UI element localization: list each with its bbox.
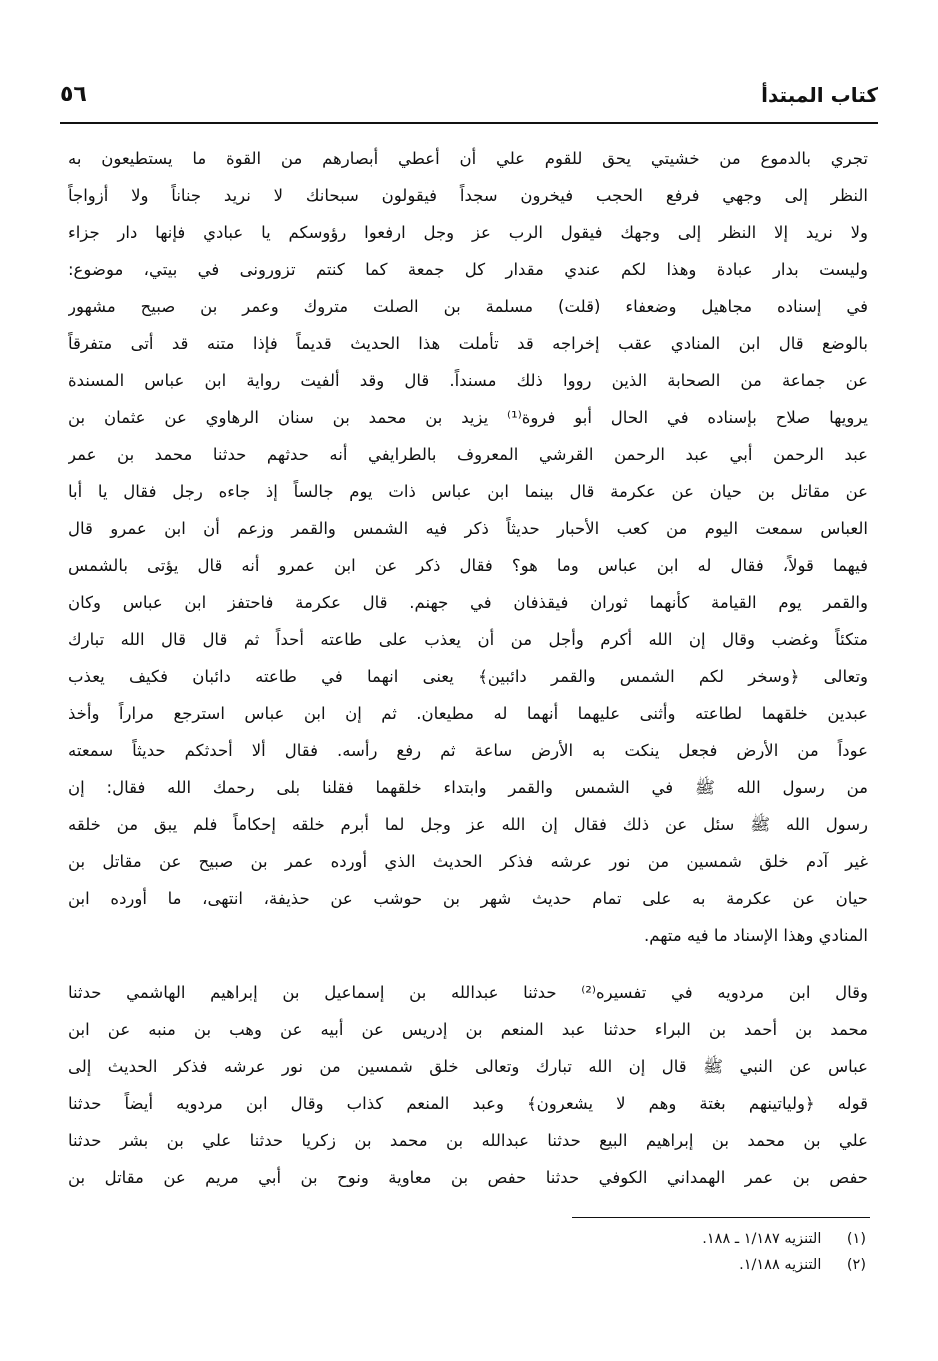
text-line: من رسول الله ﷺ في الشمس والقمر وابتداء خلقهما فقلنا بلى رحمك الله فقال: إن <box>68 778 868 797</box>
text-line: متكئاً وغضب وقال إن الله أكرم وأجل من أن يعذب على طاعته أحداً ثم قال قال الله تبارك <box>68 630 868 649</box>
text-line: وقال ابن مردويه في تفسيره⁽²⁾ حدثنا عبدالله بن إسماعيل بن إبراهيم الهاشمي حدثنا <box>68 983 868 1002</box>
text-line: حيان عن عكرمة به على تمام حديث شهر بن حوشب عن حذيفة، انتهى، ما أورده ابن <box>68 889 868 908</box>
main-text <box>68 140 868 1196</box>
text-line: محمد بن أحمد بن البراء حدثنا عبد المنعم بن إدريس عن أبيه عن وهب بن منبه عن ابن <box>68 1020 868 1039</box>
text-line: عن جماعة من الصحابة الذين رووا ذلك مسنداً. قال وقد ألفيت رواية ابن عباس المسندة <box>68 371 868 390</box>
page-header <box>60 76 878 116</box>
footnote-number: (١) <box>846 1231 866 1247</box>
text-line: العباس سمعت اليوم من كعب الأحبار حديثاً ذكر فيه الشمس والقمر وزعم أن ابن عمرو قال <box>68 519 868 538</box>
text-line: فيهما قولاً، فقال له ابن عباس وما هو؟ فقال ذكر عن ابن عمرو أنه قال يؤتى بالشمس <box>68 556 868 575</box>
text-line: عبدين خلقهما لطاعته وأثنى عليهما أنهما له مطيعان. ثم إن ابن عباس استرجع مراراً وأخذ <box>68 704 868 723</box>
text-line: المنادي وهذا الإسناد ما فيه متهم. <box>644 926 868 945</box>
running-title: كتاب المبتدأ <box>761 83 878 107</box>
text-line: بالوضع قال ابن المنادي عقب إخراجه قد تأملت هذا الحديث قديماً فإذا متنه قد أتى متفرقاً <box>68 334 868 353</box>
footnote-text: التنزيه ١/١٨٨. <box>739 1257 822 1273</box>
text-line: ولا نريد إلا النظر إلى وجهك فيقول الرب عز وجل ارفعوا رؤوسكم يا عبادي فإنها دار جزاء <box>68 223 868 242</box>
text-line: عباس عن النبي ﷺ قال إن الله تبارك وتعالى خلق شمسين من نور عرشه فذكر الحديث إلى <box>68 1057 868 1076</box>
text-line: عوداً من الأرض فجعل ينكت به الأرض ساعة ثم رفع رأسه. فقال ألا أحدثكم حديثاً سمعته <box>68 741 868 760</box>
text-line: غير آدم خلق شمسين من نور عرشه فذكر الحديث الذي أورده عمر بن صبيح عن مقاتل بن <box>68 852 868 871</box>
text-line: يرويها صلاح بإسناده في الحال أبو فروة⁽¹⁾ يزيد بن محمد بن سنان الرهاوي عن عثمان بن <box>68 408 868 427</box>
footnote-number: (٢) <box>846 1257 866 1273</box>
header-divider <box>60 122 878 124</box>
text-line: عبد الرحمن أبي عبد الرحمن القرشي المعروف بالطرايفي أنه حدثهم حدثنا محمد بن عمر <box>68 445 868 464</box>
text-line: عن مقاتل بن حيان عن عكرمة قال بينما ابن عباس ذات يوم جالساً إذ جاءه رجل فقال يا أبا <box>68 482 868 501</box>
text-line: النظر إلى وجهي فرفع الحجب فيخرون سجداً فيقولون سبحانك لا نريد جناناً ولا أزواجاً <box>68 186 868 205</box>
text-line: تجري بالدموع من خشيتي يحق للقوم علي أن أعطي أبصارهم من القوة ما يستطيعون به <box>68 149 868 168</box>
footnote <box>466 1226 866 1252</box>
text-line: وتعالى ﴿وسخر لكم الشمس والقمر دائبين﴾ يعنى انهما في طاعته دائبان فكيف يعذب <box>68 667 868 686</box>
text-line: حفص بن عمر الهمداني الكوفي حدثنا حفص بن معاوية ونوح بن أبي مريم عن مقاتل بن <box>68 1168 868 1187</box>
paragraph <box>68 140 868 954</box>
paragraph-gap <box>68 954 868 974</box>
footnotes <box>466 1226 866 1278</box>
footnote <box>466 1252 866 1278</box>
footnote-divider <box>572 1217 870 1218</box>
text-line: والقمر يوم القيامة كأنهما ثوران فيقذفان في جهنم. قال عكرمة فاحتفز ابن عباس وكان <box>68 593 868 612</box>
text-line: علي بن محمد بن إبراهيم البيع حدثنا عبدالله بن محمد بن زكريا حدثنا علي بن بشر حدثنا <box>68 1131 868 1150</box>
text-line: قوله ﴿ولياتينهم بغتة وهم لا يشعرون﴾ وعبد المنعم كذاب وقال ابن مردويه أيضاً حدثنا <box>68 1094 868 1113</box>
text-line: وليست بدار عبادة وهذا لكم عندي مقدار كل جمعة كما كنتم تزورونى في بيتي، موضوع: <box>68 260 868 279</box>
text-line: رسول الله ﷺ سئل عن ذلك فقال إن الله عز وجل لما أبرم خلقه إحكاماً فلم يبق من خلقه <box>68 815 868 834</box>
page-number: ٥٦ <box>60 82 87 107</box>
footnote-text: التنزيه ١/١٨٧ ـ ١٨٨. <box>702 1231 822 1247</box>
paragraph <box>68 974 868 1196</box>
text-line: في إسناده مجاهيل وضعفاء (قلت) مسلمة بن الصلت متروك وعمر بن صبيح مشهور <box>68 297 868 316</box>
